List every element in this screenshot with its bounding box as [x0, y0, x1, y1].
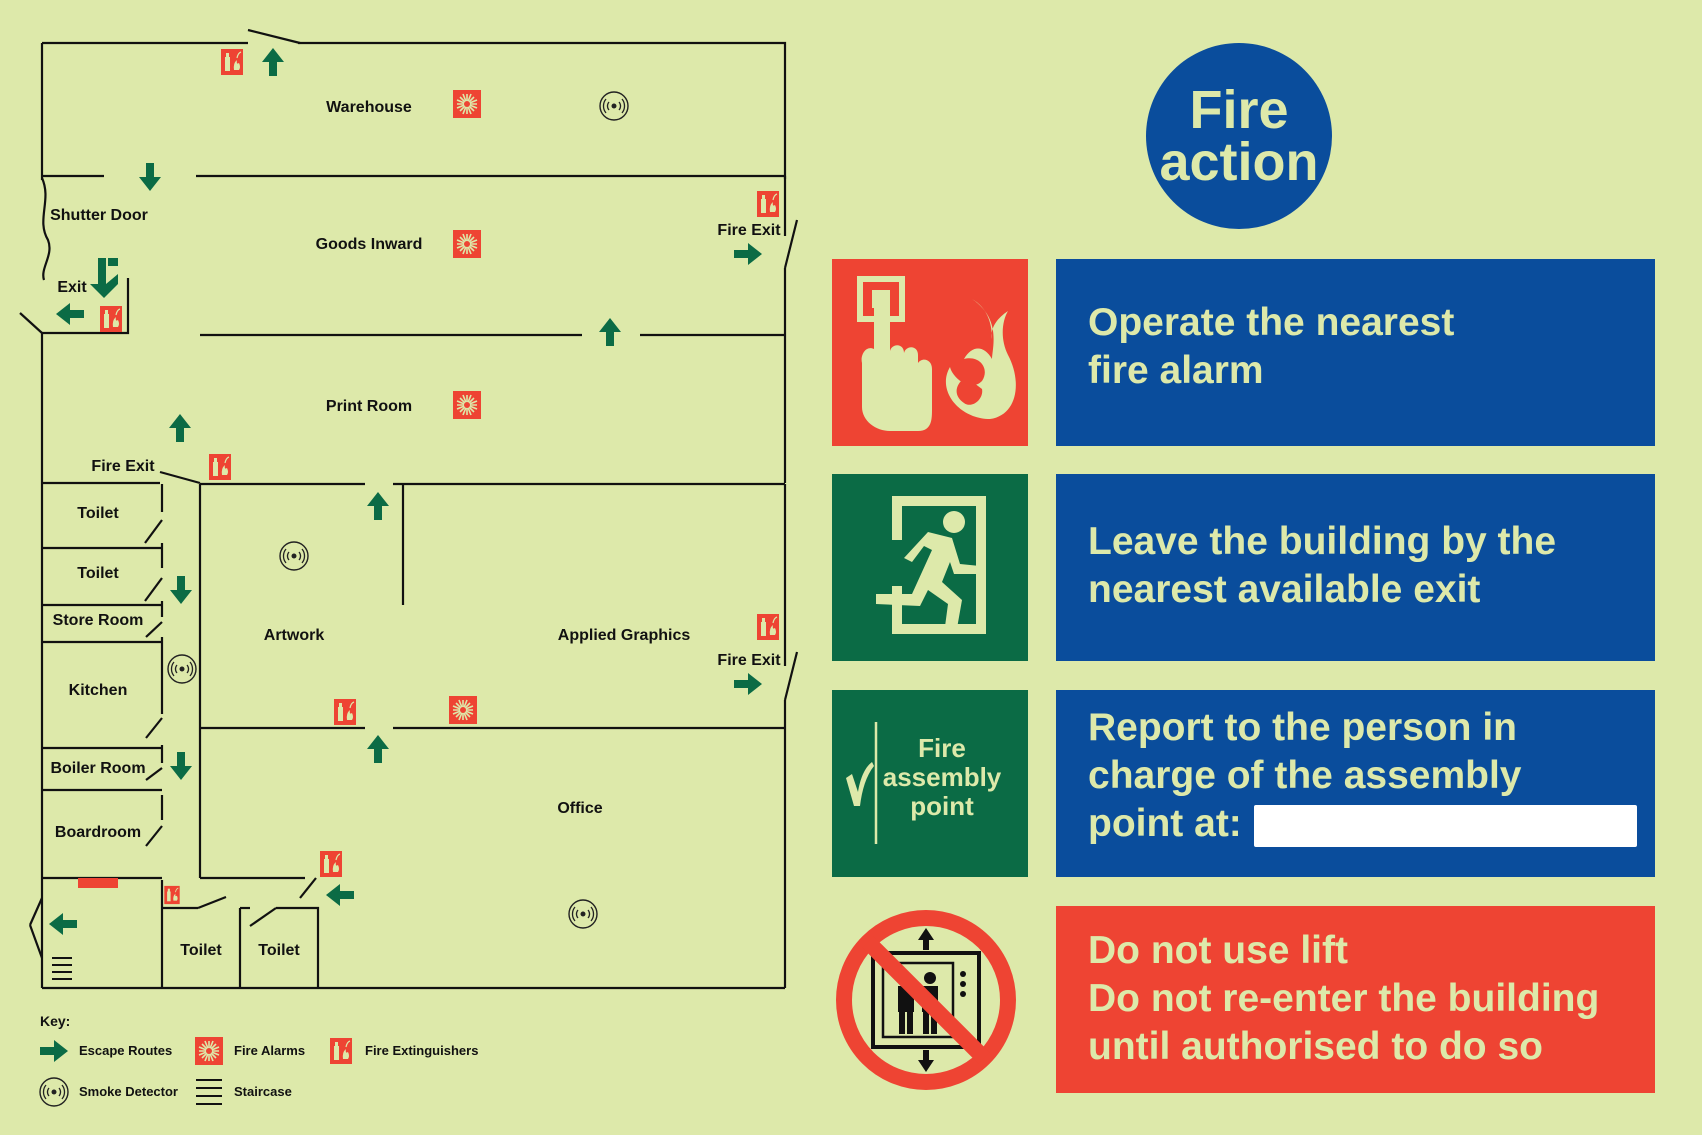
instruction-line: Do not re-enter the building	[1088, 977, 1600, 1020]
escape-arrow-icon	[262, 48, 284, 76]
room-label-shutter-door: Shutter Door	[50, 207, 148, 224]
key-fire-extinguishers: Fire Extinguishers	[365, 1043, 479, 1058]
instruction-operate-alarm	[1056, 259, 1655, 446]
escape-arrows	[49, 48, 762, 935]
room-label-artwork: Artwork	[263, 627, 325, 644]
instruction-line: Leave the building by the	[1088, 520, 1557, 563]
key-staircase: Staircase	[234, 1084, 292, 1099]
key-fire-alarms: Fire Alarms	[234, 1043, 306, 1058]
escape-route-key-icon	[40, 1040, 68, 1062]
fire-alarm-icon	[453, 230, 481, 258]
fire-action-title-badge	[1146, 43, 1332, 229]
room-label-fire-exit: Fire Exit	[91, 458, 155, 475]
escape-arrow-icon	[367, 735, 389, 763]
no-lift-pictogram	[832, 906, 1020, 1094]
title-line-1: Fire	[1189, 80, 1289, 140]
instruction-line: nearest available exit	[1088, 568, 1481, 611]
staircase-icon	[52, 958, 72, 979]
smoke-detector-icon	[569, 900, 597, 928]
fire-extinguisher-icon	[320, 851, 342, 877]
instruction-line: Do not use lift	[1088, 929, 1348, 972]
running-man-exit-icon	[832, 474, 1028, 661]
room-label-exit: Exit	[57, 279, 87, 296]
instruction-line: fire alarm	[1088, 349, 1264, 392]
smoke-detector-icon	[168, 655, 196, 683]
fire-alarm-icon	[453, 90, 481, 118]
escape-arrow-icon	[367, 492, 389, 520]
escape-arrow-icon	[170, 576, 192, 604]
room-label-applied-graphics: Applied Graphics	[557, 627, 691, 644]
assembly-marker	[78, 878, 118, 888]
instruction-line: charge of the assembly	[1088, 754, 1522, 797]
room-label-goods-inward: Goods Inward	[315, 236, 423, 253]
escape-arrow-icon	[139, 163, 161, 191]
fire-alarm-icon	[453, 391, 481, 419]
room-label-fire-exit: Fire Exit	[717, 222, 781, 239]
room-label-boiler-room: Boiler Room	[50, 760, 146, 777]
escape-route-pictogram	[832, 474, 1028, 661]
room-label-store-room: Store Room	[52, 612, 144, 629]
room-label-toilet: Toilet	[77, 505, 119, 522]
fire-alarms	[449, 90, 481, 724]
escape-arrow-icon	[734, 673, 762, 695]
key-title: Key:	[40, 1013, 71, 1029]
hand-press-alarm-icon	[832, 259, 1028, 446]
escape-arrow-icon	[599, 318, 621, 346]
fire-alarm-pictogram	[832, 259, 1028, 446]
room-label-fire-exit: Fire Exit	[717, 652, 781, 669]
staircase-key-icon	[196, 1080, 222, 1104]
instruction-line: Operate the nearest	[1088, 301, 1455, 344]
assembly-icon-line: assembly	[882, 762, 1002, 792]
room-label-kitchen: Kitchen	[68, 682, 128, 699]
smoke-detector-icon	[280, 542, 308, 570]
room-label-office: Office	[557, 800, 603, 817]
room-label-print-room: Print Room	[325, 398, 413, 415]
escape-arrow-icon	[169, 414, 191, 442]
instruction-line: until authorised to do so	[1088, 1025, 1543, 1068]
escape-arrow-icon	[170, 752, 192, 780]
walls	[20, 30, 797, 988]
instruction-line: point at:	[1088, 802, 1242, 845]
room-label-warehouse: Warehouse	[326, 99, 412, 116]
assembly-icon-line: point	[910, 791, 974, 821]
fire-extinguisher-icon	[164, 886, 179, 904]
escape-arrow-icon	[734, 243, 762, 265]
instruction-report-assembly	[1056, 690, 1655, 877]
room-label-toilet: Toilet	[180, 942, 222, 959]
title-line-2: action	[1159, 132, 1319, 192]
floor-plan	[0, 0, 800, 1135]
escape-arrow-icon	[49, 913, 77, 935]
fire-alarm-key-icon	[195, 1037, 223, 1065]
fire-extinguisher-icon	[221, 49, 243, 75]
fire-extinguisher-icon	[757, 191, 779, 217]
fire-extinguishers	[100, 49, 779, 904]
escape-arrow-icon	[56, 303, 84, 325]
fire-extinguisher-icon	[100, 306, 122, 332]
escape-arrow-icon	[326, 884, 354, 906]
smoke-detector-key-icon	[40, 1078, 68, 1106]
room-label-toilet: Toilet	[258, 942, 300, 959]
floor-plan-drawing	[0, 0, 800, 1135]
key-smoke-detector: Smoke Detector	[79, 1084, 178, 1099]
fire-extinguisher-icon	[209, 454, 231, 480]
fire-alarm-icon	[449, 696, 477, 724]
fire-extinguisher-icon	[757, 614, 779, 640]
no-lift-icon	[832, 906, 1020, 1094]
instruction-no-lift	[1056, 906, 1655, 1093]
room-label-toilet: Toilet	[77, 565, 119, 582]
room-label-boardroom: Boardroom	[54, 824, 142, 841]
fire-extinguisher-icon	[334, 699, 356, 725]
fire-extinguisher-key-icon	[330, 1038, 352, 1064]
assembly-icon-line: Fire	[918, 733, 966, 763]
instruction-leave-building	[1056, 474, 1655, 661]
instruction-line: Report to the person in	[1088, 706, 1517, 749]
key-escape-routes: Escape Routes	[79, 1043, 173, 1058]
assembly-point-pictogram	[832, 690, 1028, 877]
assembly-point-blank-field[interactable]	[1254, 805, 1637, 847]
smoke-detector-icon	[600, 92, 628, 120]
